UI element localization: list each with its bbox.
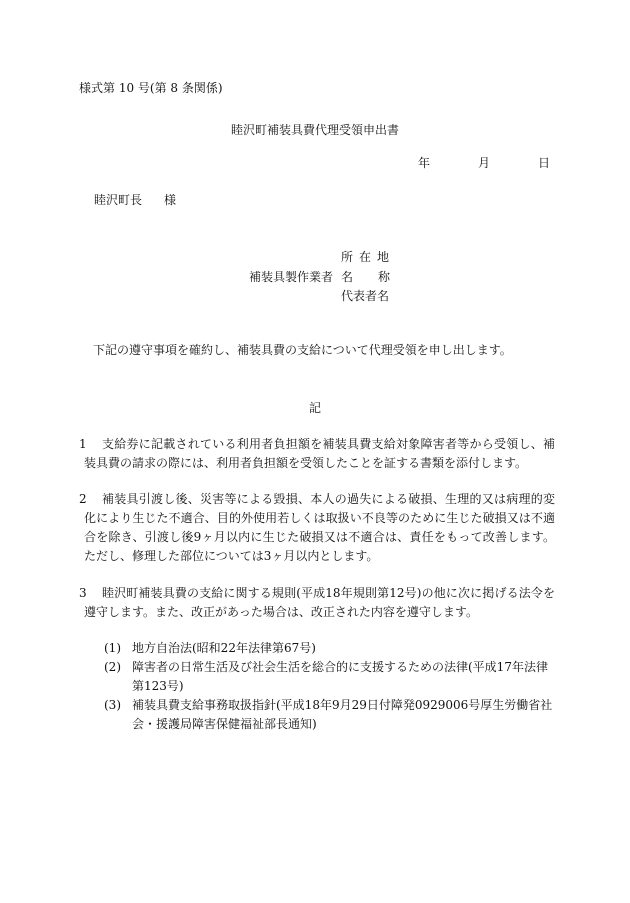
name-label-part-2: 称 xyxy=(378,270,391,284)
representative-label: 代表者名 xyxy=(341,289,390,303)
applicant-role: 補装具製作業者 xyxy=(249,270,334,284)
intro-paragraph: 下記の遵守事項を確約し、補装具費の支給について代理受領を申し出します。 xyxy=(93,343,512,357)
item-text: 睦沢町補装具費の支給に関する規則(平成18年規則第12号)の他に次に掲げる法令を遵守します。また、改正があった場合は、改正された内容を遵守します。 xyxy=(84,586,555,619)
law-number: (2) xyxy=(104,660,121,674)
item-number: 3 xyxy=(79,586,87,600)
date-month-label: 月 xyxy=(477,156,490,170)
law-number: (3) xyxy=(104,698,121,712)
addressee xyxy=(94,194,176,206)
law-number: (1) xyxy=(104,641,121,655)
ki-heading: 記 xyxy=(308,401,321,415)
law-text: 地方自治法(昭和22年法律第67号) xyxy=(132,641,316,655)
law-text: 障害者の日常生活及び社会生活を総合的に支援するための法律(平成17年法律第123号) xyxy=(132,660,548,693)
list-item xyxy=(79,435,555,473)
address-label: 所在地 xyxy=(341,250,396,264)
document-title: 睦沢町補装具費代理受領申出書 xyxy=(230,123,399,137)
list-item xyxy=(79,490,555,566)
date-line xyxy=(418,157,550,169)
law-text: 補装具費支給事務取扱指針(平成18年9月29日付障発0929006号厚生労働省社会・援護局障害保健福祉部長通知) xyxy=(132,698,553,731)
name-label xyxy=(341,271,390,283)
item-number: 2 xyxy=(79,492,87,506)
date-year-label: 年 xyxy=(417,156,430,170)
item-number: 1 xyxy=(79,437,87,451)
name-label-part-1: 名 xyxy=(341,270,354,284)
law-item xyxy=(104,696,559,734)
date-day-label: 日 xyxy=(537,156,550,170)
law-item xyxy=(104,658,559,696)
addressee-name: 睦沢町長 xyxy=(94,193,143,207)
form-number: 様式第 10 号(第 8 条関係) xyxy=(79,81,223,95)
list-item xyxy=(79,584,555,622)
law-item xyxy=(104,639,559,658)
item-text: 支給券に記載されている利用者負担額を補装具費支給対象障害者等から受領し、補装具費の請求の際には、利用者負担額を受領したことを証する書類を添付します。 xyxy=(84,437,555,470)
addressee-honorific: 様 xyxy=(164,193,177,207)
item-text: 補装具引渡し後、災害等による毀損、本人の過失による破損、生理的又は病理的変化により生じた不適合、目的外使用若しくは取扱い不良等のために生じた破損又は不適合を除き、引渡し後9ヶ月以内に生じた破損又は不適合は、責任をもって改善します。ただし、修理した部位については3ヶ月以内とします。 xyxy=(84,492,555,563)
